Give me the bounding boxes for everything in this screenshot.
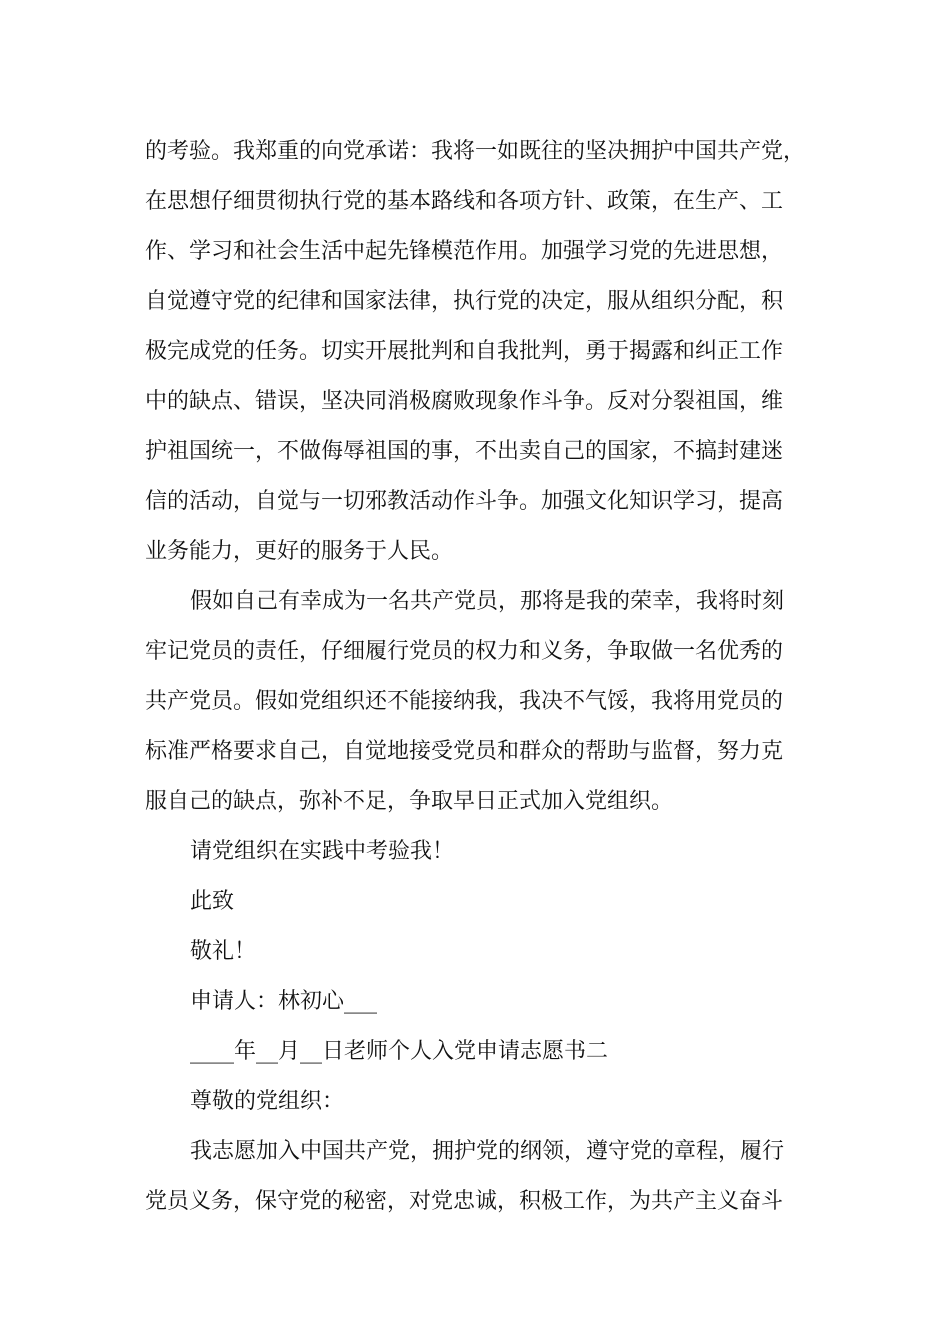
salutation-cizhi: 此致 bbox=[190, 889, 235, 914]
body-text-line: 业务能力，更好的服务于人民。 bbox=[145, 539, 454, 564]
date-and-section-title: ____年__月__日老师个人入党申请志愿书二 bbox=[190, 1039, 609, 1064]
body-text-line: 护祖国统一，不做侮辱祖国的事，不出卖自己的国家，不搞封建迷 bbox=[145, 439, 784, 464]
body-text-line: 标准严格要求自己，自觉地接受党员和群众的帮助与监督，努力克 bbox=[145, 739, 784, 764]
body-text-line: 极完成党的任务。切实开展批判和自我批判，勇于揭露和纠正工作 bbox=[145, 339, 784, 364]
body-text-line: 信的活动，自觉与一切邪教活动作斗争。加强文化知识学习，提高 bbox=[145, 489, 784, 514]
body-text-line: 牢记党员的责任，仔细履行党员的权力和义务，争取做一名优秀的 bbox=[145, 639, 784, 664]
body-text-line: 自觉遵守党的纪律和国家法律，执行党的决定，服从组织分配，积 bbox=[145, 289, 784, 314]
applicant-signature: 申请人：林初心___ bbox=[190, 989, 378, 1014]
body-text-line: 服自己的缺点，弥补不足，争取早日正式加入党组织。 bbox=[145, 789, 674, 814]
body-text-line: 共产党员。假如党组织还不能接纳我，我决不气馁，我将用党员的 bbox=[145, 689, 784, 714]
body-text-line: 党员义务，保守党的秘密，对党忠诚，积极工作，为共产主义奋斗 bbox=[145, 1189, 784, 1214]
body-text-line: 在思想仔细贯彻执行党的基本路线和各项方针、政策，在生产、工 bbox=[145, 189, 784, 214]
body-text-line: 的考验。我郑重的向党承诺：我将一如既往的坚决拥护中国共产党， bbox=[145, 139, 806, 164]
greeting: 尊敬的党组织： bbox=[190, 1089, 345, 1114]
body-text-line: 作、学习和社会生活中起先锋模范作用。加强学习党的先进思想， bbox=[145, 239, 784, 264]
body-text-line: 中的缺点、错误，坚决同消极腐败现象作斗争。反对分裂祖国，维 bbox=[145, 389, 784, 414]
salutation-jingli: 敬礼！ bbox=[190, 939, 257, 964]
paragraph-first-line: 我志愿加入中国共产党，拥护党的纲领，遵守党的章程，履行 bbox=[190, 1139, 785, 1164]
closing-request: 请党组织在实践中考验我！ bbox=[190, 839, 455, 864]
paragraph-first-line: 假如自己有幸成为一名共产党员，那将是我的荣幸，我将时刻 bbox=[190, 589, 785, 614]
